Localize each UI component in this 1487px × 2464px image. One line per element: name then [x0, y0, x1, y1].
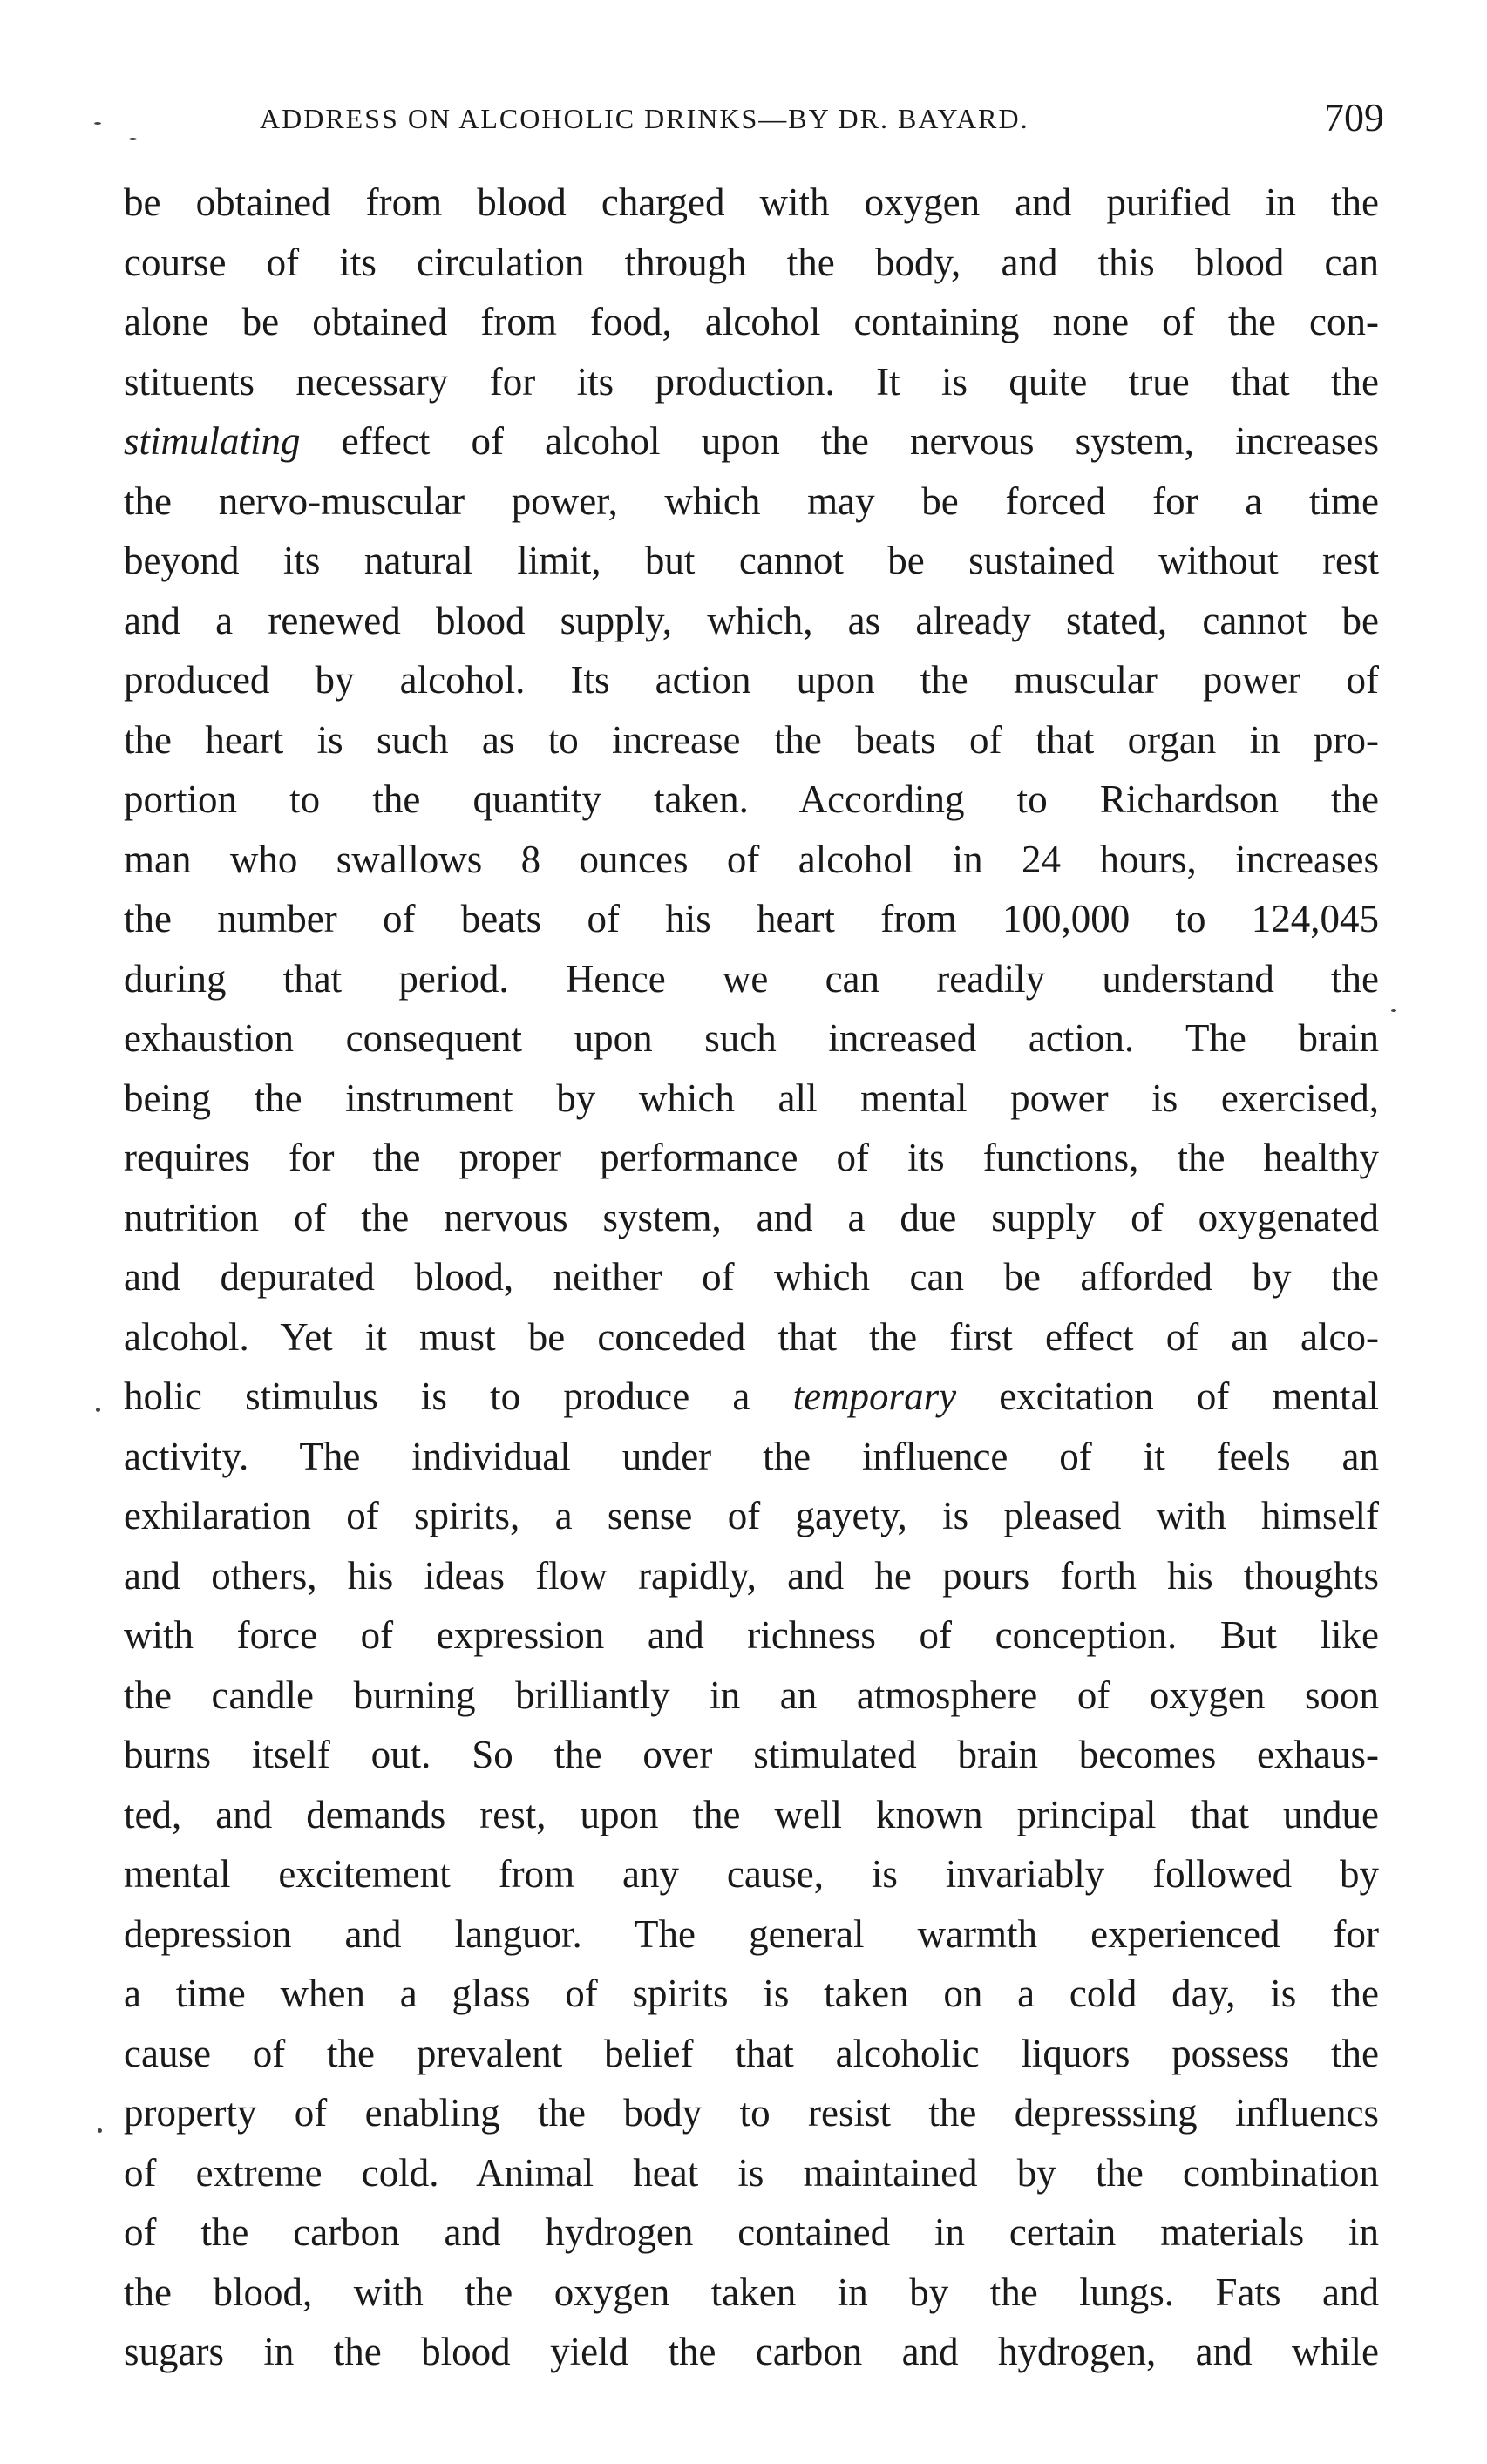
text-line: [124, 1605, 1379, 1666]
text-line: [124, 2203, 1379, 2263]
text-line: [124, 292, 1379, 352]
text-run: of the carbon and hydrogen contained in certain materials in: [124, 2210, 1379, 2254]
text-line: [124, 531, 1379, 591]
text-line: [124, 710, 1379, 770]
text-line: [124, 1188, 1379, 1248]
text-line: [124, 1427, 1379, 1487]
text-line: [124, 949, 1379, 1009]
text-run: cause of the prevalent belief that alcoholic liquors possess the: [124, 2031, 1379, 2075]
text-line: [124, 2263, 1379, 2323]
text-line: [124, 1486, 1379, 1546]
text-run: the heart is such as to increase the beats of that organ in pro-: [124, 717, 1379, 762]
text-run: the nervo-muscular power, which may be forced for a time: [124, 479, 1379, 523]
text-line: [124, 233, 1379, 293]
text-run: depression and languor. The general warmth experienced for: [124, 1911, 1379, 1956]
running-title: ADDRESS ON ALCOHOLIC DRINKS—BY DR. BAYARD.: [260, 103, 1029, 134]
text-line: [124, 1247, 1379, 1307]
text-run: being the instrument by which all mental power is exercised,: [124, 1076, 1379, 1120]
text-run: alone be obtained from food, alcohol containing none of the con-: [124, 300, 1379, 343]
text-line: [124, 1128, 1379, 1188]
text-run: during that period. Hence we can readily understand the: [124, 956, 1379, 1001]
text-run: and a renewed blood supply, which, as already stated, cannot be: [124, 598, 1379, 642]
text-run: beyond its natural limit, but cannot be sustained without rest: [124, 539, 1379, 582]
text-run: and depurated blood, neither of which can be afforded by the: [124, 1255, 1379, 1299]
text-run: excitation of mental: [956, 1375, 1379, 1418]
text-line: [124, 650, 1379, 710]
text-run: with force of expression and richness of conception. But like: [124, 1613, 1379, 1657]
text-run: man who swallows 8 ounces of alcohol in 24 hours, increases: [124, 837, 1379, 881]
text-run: exhilaration of spirits, a sense of gayety, is pleased with himself: [124, 1494, 1379, 1537]
text-line: [124, 770, 1379, 830]
text-run: effect of alcohol upon the nervous system, increases: [300, 419, 1379, 463]
body-text: [124, 173, 1379, 2382]
text-run: of extreme cold. Animal heat is maintained by the combination: [124, 2150, 1379, 2195]
text-line: [124, 1367, 1379, 1427]
text-line: [124, 2143, 1379, 2203]
text-line: [124, 889, 1379, 949]
text-run: be obtained from blood charged with oxygen and purified in the: [124, 180, 1379, 224]
text-line: [124, 1964, 1379, 2024]
text-run: the candle burning brilliantly in an atmosphere of oxygen soon: [124, 1673, 1379, 1717]
italic-text: stimulating: [124, 419, 301, 463]
text-line: [124, 1666, 1379, 1726]
text-run: portion to the quantity taken. According to Richardson the: [124, 777, 1379, 821]
margin-speck: [1391, 1009, 1396, 1012]
text-run: alcohol. Yet it must be conceded that the first effect of an alco-: [124, 1314, 1379, 1359]
margin-speck: [94, 122, 101, 125]
text-run: produced by alcohol. Its action upon the muscular power of: [124, 658, 1379, 702]
text-run: sugars in the blood yield the carbon and hydrogen, and while: [124, 2330, 1379, 2373]
text-line: [124, 1069, 1379, 1129]
text-line: [124, 1008, 1379, 1069]
text-run: burns itself out. So the over stimulated brain becomes exhaus-: [124, 1733, 1379, 1776]
text-line: [124, 2083, 1379, 2143]
text-run: activity. The individual under the influence of it feels an: [124, 1434, 1379, 1478]
running-head: [225, 94, 1384, 146]
text-line: [124, 591, 1379, 651]
text-run: course of its circulation through the body, and this blood can: [124, 240, 1379, 284]
text-line: [124, 411, 1379, 472]
text-line: [124, 173, 1379, 233]
margin-speck: [129, 138, 137, 140]
page-number: 709: [1324, 95, 1384, 139]
italic-text: temporary: [792, 1375, 957, 1418]
text-run: requires for the proper performance of its functions, the healthy: [124, 1136, 1379, 1179]
margin-speck: [98, 2128, 102, 2133]
text-run: the number of beats of his heart from 100,000 to 124,045: [124, 897, 1379, 940]
text-line: [124, 1904, 1379, 1965]
text-line: [124, 830, 1379, 890]
text-run: property of enabling the body to resist the depresssing influencs: [124, 2091, 1379, 2135]
text-run: mental excitement from any cause, is invariably followed by: [124, 1852, 1379, 1896]
text-run: nutrition of the nervous system, and a due supply of oxygenated: [124, 1195, 1379, 1239]
text-run: stituents necessary for its production. It is quite true that the: [124, 359, 1379, 404]
text-line: [124, 2322, 1379, 2382]
text-line: [124, 1307, 1379, 1368]
text-line: [124, 1785, 1379, 1845]
text-line: [124, 472, 1379, 532]
text-run: and others, his ideas flow rapidly, and he pours forth his thoughts: [124, 1553, 1379, 1598]
text-line: [124, 2024, 1379, 2084]
text-line: [124, 1546, 1379, 1606]
text-run: a time when a glass of spirits is taken on a cold day, is the: [124, 1972, 1379, 2015]
text-line: [124, 1725, 1379, 1785]
text-line: [124, 1844, 1379, 1904]
margin-speck: [96, 1408, 100, 1412]
text-run: ted, and demands rest, upon the well known principal that undue: [124, 1792, 1379, 1836]
text-line: [124, 352, 1379, 412]
text-run: the blood, with the oxygen taken in by the lungs. Fats and: [124, 2270, 1379, 2314]
text-run: exhaustion consequent upon such increased action. The brain: [124, 1016, 1379, 1060]
text-run: holic stimulus is to produce a: [124, 1375, 793, 1418]
